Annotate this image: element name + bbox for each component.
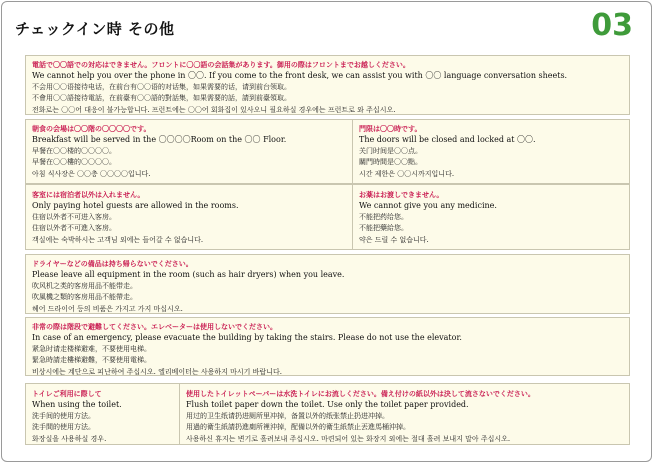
guests-chinese-traditional: 住宿以外者不可進入客房。 — [32, 224, 116, 232]
medicine-korean: 약은 드릴 수 없습니다. — [359, 235, 429, 244]
breakfast-chinese-traditional: 早餐在〇〇樓的〇〇〇〇。 — [32, 158, 116, 166]
medicine-heading: お薬はお渡しできません。 — [359, 191, 444, 199]
emergency-heading: 非常の際は階段で避難してください。エレベーターは使用しないでください。 — [32, 323, 277, 331]
emergency-korean: 비상시에는 계단으로 피난하여 주십시오. 엘리베이터는 사용하지 마시기 바랍니다. — [32, 367, 282, 376]
divider — [179, 383, 180, 445]
paper-chinese-simplified: 用过的卫生纸请扔进厕所里冲掉，备置以外的纸张禁止扔进冲掉。 — [186, 411, 389, 420]
paper-heading: 使用したトイレットペーパーは水洗トイレにお流しください。備え付けの紙以外は決して流さないでください。 — [186, 390, 535, 398]
gate-english: The doors will be closed and locked at 〇〇. — [359, 135, 536, 144]
paper-korean: 사용하신 휴지는 변기로 흘려보내 주십시오. 마련되어 있는 화장지 외에는 절대 흘려 보내지 말아 주십시오. — [186, 434, 511, 443]
guests-heading: 客室には宿泊者以外は入れません。 — [32, 191, 145, 199]
breakfast-korean: 아침 식사장은 〇〇층 〇〇〇〇입니다. — [32, 169, 151, 178]
phone-korean: 전화로는 〇〇어 대응이 불가능합니다. 프런트에는 〇〇어 회화집이 있사오니 필요하실 경우에는 프런트로 와 주십시오. — [32, 105, 396, 114]
toilet-korean: 화장실을 사용하실 경우. — [32, 434, 107, 443]
gate-chinese-simplified: 关门时间是〇〇点。 — [359, 146, 422, 155]
toilet-english: When using the toilet. — [32, 400, 122, 409]
emergency-chinese-simplified: 紧急时请走楼梯避难，不要使用电梯。 — [32, 344, 151, 353]
emergency-chinese-traditional: 緊急時請走樓梯避難，不要使用電梯。 — [32, 356, 151, 364]
phone-chinese-traditional: 不會用〇〇語接待電話，在前臺有〇〇語的對話集，如果需要的話，請到前臺領取。 — [32, 94, 291, 102]
guests-english: Only paying hotel guests are allowed in the rooms. — [32, 201, 239, 210]
medicine-chinese-simplified: 不能把药给您。 — [359, 212, 408, 221]
guests-chinese-simplified: 住宿以外者不可进入客房。 — [32, 212, 116, 221]
guests-section — [25, 184, 630, 250]
medicine-section — [359, 190, 497, 246]
paper-english: Flush toilet paper down the toilet. Use only the toilet paper provided. — [186, 400, 469, 409]
page-title: チェックイン時 その他 — [15, 20, 175, 38]
toilet-section — [25, 383, 630, 445]
gate-section — [359, 124, 536, 180]
paper-section — [186, 389, 535, 445]
medicine-english: We cannot give you any medicine. — [359, 201, 497, 210]
equipment-korean: 헤어 드라이어 등의 비품은 가지고 가지 마십시오. — [32, 304, 183, 313]
equipment-english: Please leave all equipment in the room (such as hair dryers) when you leave. — [32, 270, 345, 279]
breakfast-heading: 朝食の会場は〇〇階の〇〇〇〇です。 — [32, 125, 151, 133]
guests-korean: 객실에는 숙박하시는 고객님 외에는 들어갈 수 없습니다. — [32, 235, 204, 244]
toilet-chinese-simplified: 洗手间的使用方法。 — [32, 411, 95, 420]
gate-chinese-traditional: 關門時間是〇〇點。 — [359, 158, 422, 166]
breakfast-section — [25, 119, 630, 184]
divider — [352, 119, 353, 184]
breakfast-english: Breakfast will be served in the 〇〇〇〇Room on the 〇〇 Floor. — [32, 135, 287, 144]
emergency-english: In case of an emergency, please evacuate the building by taking the stairs. Please do not use the elevator. — [32, 333, 462, 342]
equipment-section — [25, 254, 630, 314]
phone-chinese-simplified: 不会用〇〇语接待电话，在前台有〇〇语的对话集，如果需要的话，请到前台领取。 — [32, 82, 291, 91]
emergency-section — [25, 317, 630, 376]
breakfast-chinese-simplified: 早餐在〇〇楼的〇〇〇〇。 — [32, 146, 116, 155]
gate-korean: 시간 제한은 〇〇시까지입니다. — [359, 169, 455, 178]
equipment-chinese-traditional: 吹風機之類的客房用品不能帶走。 — [32, 293, 137, 301]
page-number: 03 — [591, 8, 633, 43]
phone-english: We cannot help you over the phone in 〇〇. If you come to the front desk, we can assist you with 〇〇 language conversation sheets. — [32, 71, 568, 80]
toilet-chinese-traditional: 洗手間的使用方法。 — [32, 423, 95, 431]
medicine-chinese-traditional: 不能把藥給您。 — [359, 224, 408, 232]
phone-heading: 電話で〇〇語での対応はできません。フロントに〇〇語の会話集があります。御用の際はフロントまでお越しください。 — [32, 61, 410, 69]
equipment-chinese-simplified: 吹风机之类的客房用品不能带走。 — [32, 281, 137, 290]
gate-heading: 門限は〇〇時です。 — [359, 125, 422, 133]
divider — [352, 184, 353, 250]
toilet-heading: トイレご利用に際して — [32, 390, 102, 398]
phone-section — [25, 55, 630, 115]
equipment-heading: ドライヤーなどの備品は持ち帰らないでください。 — [32, 260, 193, 268]
paper-chinese-traditional: 用過的衛生紙請扔進廁所裡沖掉，配備以外的衛生紙禁止丟進馬桶沖掉。 — [186, 423, 410, 431]
